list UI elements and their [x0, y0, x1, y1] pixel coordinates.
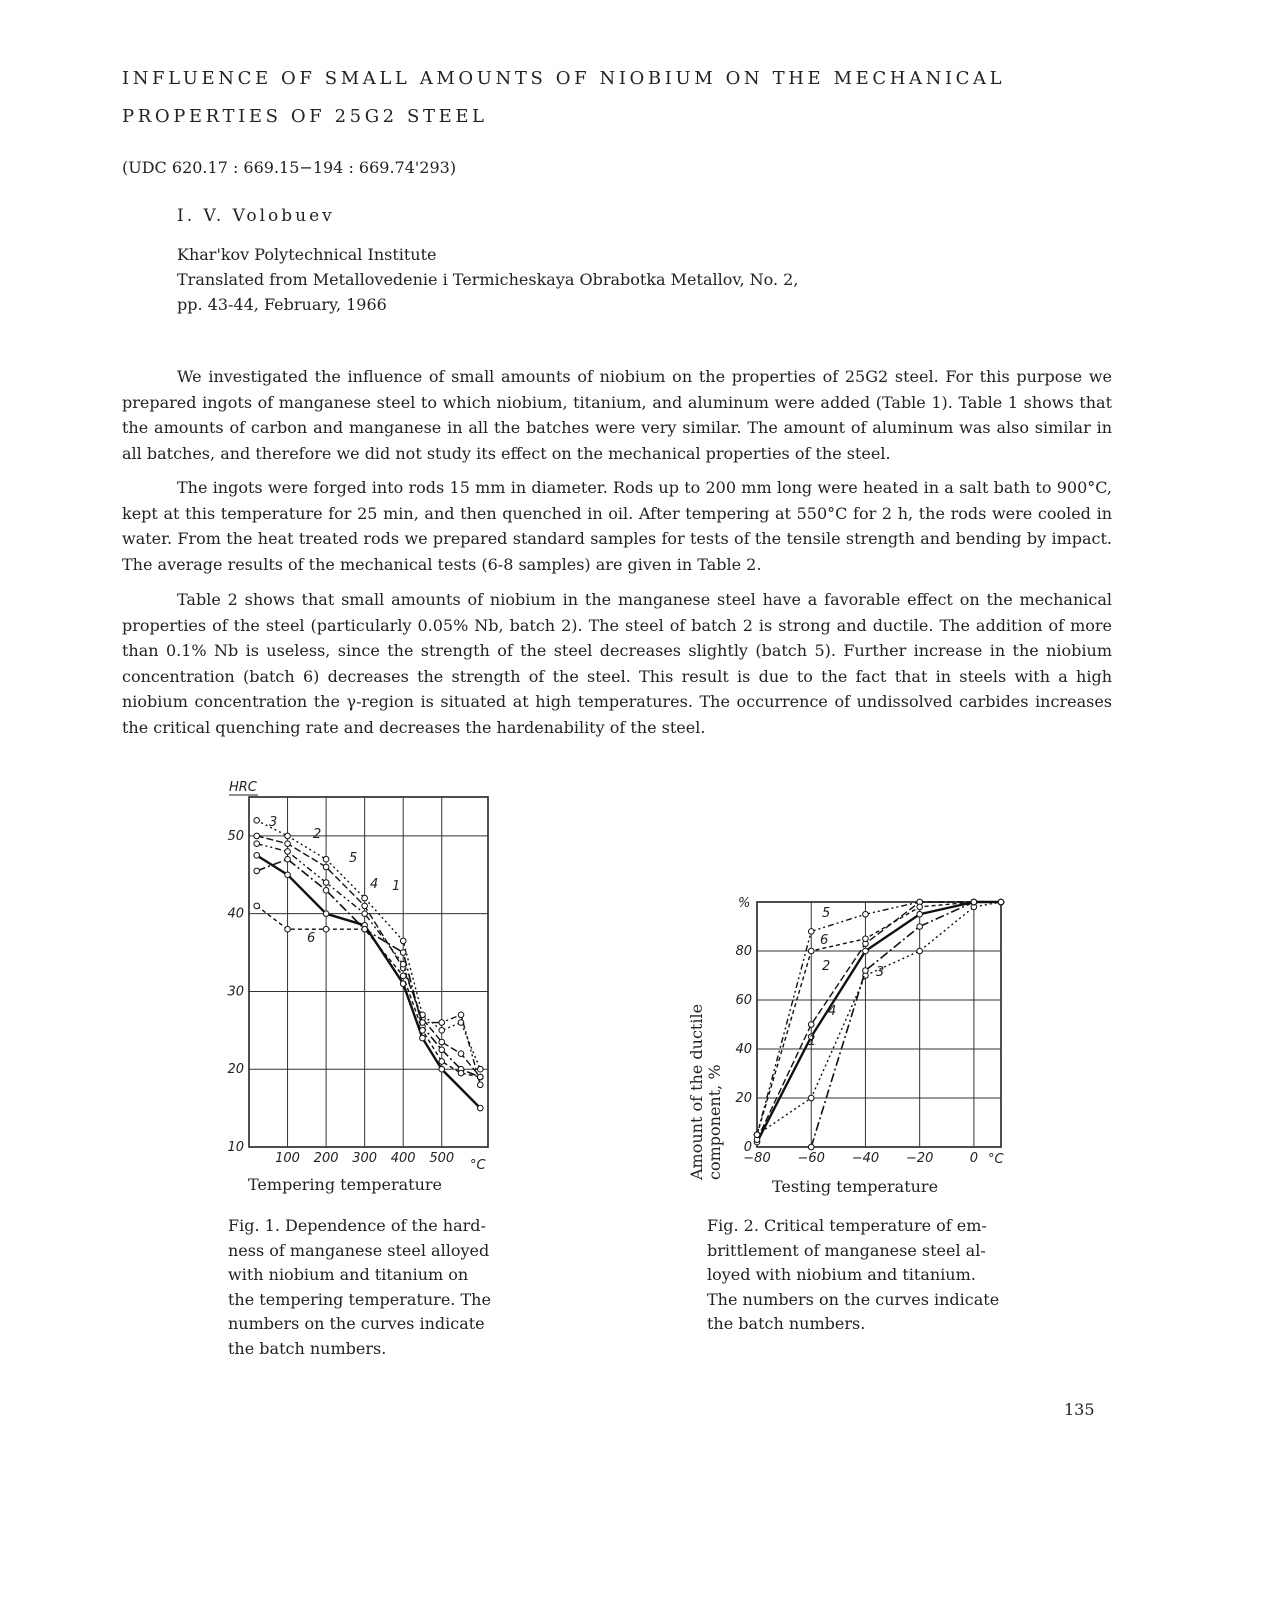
data-point: [917, 911, 923, 917]
data-point: [285, 833, 291, 839]
figure-1-ticks: [227, 829, 454, 1166]
data-point: [808, 1144, 814, 1150]
x-tick-label: −20: [905, 1151, 934, 1166]
data-point: [420, 1028, 426, 1034]
data-point: [458, 1070, 464, 1076]
body-paragraph-1: [122, 364, 1112, 466]
series-label: 2: [822, 959, 831, 974]
x-tick-label: 300: [352, 1151, 378, 1166]
data-point: [285, 926, 291, 932]
data-point: [863, 936, 869, 942]
page-number: 135: [1064, 1400, 1095, 1419]
plot-frame: [249, 797, 488, 1147]
series-label: 5: [349, 851, 358, 866]
series-line: [257, 836, 481, 1077]
data-point: [458, 1012, 464, 1018]
series-line: [757, 902, 1001, 1140]
series-line: [757, 902, 1001, 1135]
series-4: [254, 856, 483, 1079]
data-point: [400, 961, 406, 967]
series-2: [254, 827, 483, 1080]
series-line: [257, 844, 481, 1085]
x-tick-label: −40: [851, 1151, 880, 1166]
plot-frame: [757, 902, 1001, 1147]
figure-2-chart: [680, 880, 1020, 1200]
figure-2-y-unit: %: [738, 896, 751, 911]
y-tick-label: 60: [735, 993, 752, 1008]
data-point: [458, 1051, 464, 1057]
affiliation-source: Translated from Metallovedenie i Termicheskaya Obrabotka Metallov, No. 2,: [177, 270, 799, 289]
series-line: [811, 902, 1001, 1147]
series-label: 3: [269, 815, 278, 830]
data-point: [863, 911, 869, 917]
caption-line: the batch numbers.: [228, 1338, 387, 1358]
caption-line: with niobium and titanium on: [228, 1265, 469, 1284]
paragraph-text: Table 2 shows that small amounts of niobium in the manganese steel have a favorable effect on the mechanical properties of the steel (particularly 0.05% Nb, batch 2). The steel of batch 2 is strong and ductile. The addition of more than 0.1% Nb is useless, since the strength of the steel decreases slightly (batch 5). Further increase in the niobium concentration (batch 6) decreases the strength of the steel. This result is due to the fact that in steels with a high niobium concentration the γ-region is situated at high temperatures. The occurrence of undissolved carbides increases the critical quenching rate and decreases the hardenability of the steel.: [122, 590, 1112, 737]
data-point: [254, 903, 260, 909]
caption-line: the tempering temperature. The: [228, 1289, 491, 1309]
data-point: [400, 950, 406, 956]
data-point: [754, 1132, 760, 1138]
series-label: 4: [370, 877, 379, 892]
data-point: [808, 1022, 814, 1028]
data-point: [477, 1066, 483, 1072]
figure-1-caption: [228, 1214, 491, 1361]
data-point: [362, 911, 368, 917]
y-tick-label: 80: [735, 944, 752, 959]
affiliation: [177, 242, 798, 317]
data-point: [971, 899, 977, 905]
caption-line: ness of manganese steel alloyed: [228, 1240, 490, 1260]
series-line: [757, 902, 1001, 1135]
data-point: [254, 818, 260, 824]
y-tick-label: 0: [743, 1140, 752, 1155]
y-tick-label: 30: [227, 984, 244, 1000]
series-4: [808, 899, 1003, 1150]
data-point: [808, 929, 814, 935]
data-point: [863, 948, 869, 954]
figure-2-series: [754, 899, 1004, 1150]
data-point: [362, 903, 368, 909]
data-point: [917, 904, 923, 910]
data-point: [323, 926, 329, 932]
series-line: [257, 855, 481, 1108]
data-point: [362, 926, 368, 932]
data-point: [439, 1047, 445, 1053]
caption-line: Fig. 2. Critical temperature of em-: [707, 1216, 987, 1235]
x-tick-label: 0: [969, 1151, 979, 1166]
data-point: [439, 1020, 445, 1026]
paragraph-text: We investigated the influence of small amounts of niobium on the properties of 25G2 steel. For this purpose we prepared ingots of manganese steel to which niobium, titanium, and aluminum were added (Table 1). Table 1 shows that the amounts of carbon and manganese in all the batches were very similar. The amount of aluminum was also similar in all batches, and therefore we did not study its effect on the mechanical properties of the steel.: [122, 367, 1112, 463]
data-point: [420, 1035, 426, 1041]
x-tick-label: 100: [275, 1151, 300, 1166]
data-point: [477, 1082, 483, 1088]
y-tick-label: 50: [227, 828, 244, 844]
data-point: [863, 968, 869, 974]
y-tick-label: 20: [227, 1062, 244, 1078]
series-label: 2: [313, 827, 322, 842]
data-point: [323, 911, 329, 917]
x-tick-label: 400: [390, 1151, 416, 1166]
affiliation-institute: Khar'kov Polytechnical Institute: [177, 245, 437, 264]
figure-1-xlabel: Tempering temperature: [248, 1175, 442, 1194]
y-tick-label: 10: [227, 1140, 244, 1155]
x-tick-label: −60: [797, 1151, 825, 1166]
data-point: [323, 856, 329, 862]
author-name: I. V. Volobuev: [177, 206, 335, 226]
data-point: [285, 856, 291, 862]
body-paragraph-2: [122, 475, 1112, 577]
data-point: [808, 1095, 814, 1101]
data-point: [323, 864, 329, 870]
series-1: [754, 899, 1004, 1145]
caption-line: loyed with niobium and titanium.: [707, 1265, 976, 1284]
caption-line: The numbers on the curves indicate: [707, 1289, 1000, 1309]
caption-line: the batch numbers.: [707, 1314, 866, 1333]
data-point: [477, 1105, 483, 1111]
data-point: [285, 841, 291, 847]
y-tick-label: 40: [735, 1042, 752, 1057]
figure-1-x-unit: °C: [470, 1158, 486, 1173]
affiliation-pages: pp. 43-44, February, 1966: [177, 295, 387, 314]
series-label: 6: [307, 931, 316, 946]
figure-2-x-unit: °C: [988, 1152, 1004, 1167]
caption-line: numbers on the curves indicate: [228, 1314, 485, 1333]
data-point: [808, 948, 814, 954]
series-2: [754, 899, 1004, 1142]
paper-title-line1: INFLUENCE OF SMALL AMOUNTS OF NIOBIUM ON THE MECHANICAL: [122, 68, 1006, 89]
figure-1-series: [254, 815, 483, 1111]
figure-1-chart: [220, 770, 510, 1200]
caption-line: Fig. 1. Dependence of the hard-: [228, 1216, 486, 1235]
data-point: [285, 872, 291, 878]
series-label: 1: [392, 879, 401, 894]
series-label: 5: [822, 906, 831, 921]
udc-code: (UDC 620.17 : 669.15−194 : 669.74'293): [122, 158, 457, 177]
x-tick-label: 500: [429, 1151, 455, 1166]
data-point: [400, 938, 406, 944]
figure-2-xlabel: Testing temperature: [771, 1177, 939, 1196]
data-point: [254, 833, 260, 839]
data-point: [917, 924, 923, 930]
series-6: [754, 899, 1004, 1137]
series-label: 6: [820, 933, 829, 948]
data-point: [477, 1074, 483, 1080]
y-tick-label: 20: [735, 1091, 752, 1106]
data-point: [439, 1066, 445, 1072]
series-label: 3: [876, 965, 885, 980]
paper-title-line2: PROPERTIES OF 25G2 STEEL: [122, 106, 488, 127]
data-point: [285, 849, 291, 855]
figure-2-ticks: [735, 944, 978, 1166]
figure-2-ylabel-line2: component, %: [705, 1064, 724, 1180]
data-point: [254, 868, 260, 874]
data-point: [254, 841, 260, 847]
data-point: [254, 853, 260, 859]
series-label: 1: [808, 1034, 817, 1049]
series-line: [757, 902, 1001, 1142]
y-tick-label: 40: [227, 906, 244, 922]
paragraph-text: The ingots were forged into rods 15 mm in diameter. Rods up to 200 mm long were heated in a salt bath to 900°C, kept at this temperature for 25 min, and then quenched in oil. After tempering at 550°C for 2 h, the rods were cooled in water. From the heat treated rods we prepared standard samples for tests of the tensile strength and bending by impact. The average results of the mechanical tests (6-8 samples) are given in Table 2.: [122, 478, 1112, 574]
series-line: [757, 902, 1001, 1135]
figure-1-ylabel: HRC: [229, 780, 257, 795]
x-tick-label: 200: [313, 1151, 339, 1166]
series-1: [254, 853, 483, 1111]
data-point: [439, 1039, 445, 1045]
caption-line: brittlement of manganese steel al-: [707, 1240, 986, 1260]
figure-1-grid: [249, 797, 488, 1147]
data-point: [917, 948, 923, 954]
data-point: [439, 1059, 445, 1065]
data-point: [998, 899, 1004, 905]
data-point: [362, 895, 368, 901]
body-paragraph-3: [122, 587, 1112, 740]
figure-2-grid: [757, 902, 1001, 1147]
figure-2-ylabel-line1: Amount of the ductile: [687, 1003, 706, 1180]
series-label: 4: [828, 1004, 837, 1019]
data-point: [323, 888, 329, 894]
data-point: [439, 1028, 445, 1034]
figure-2-ylabel: [687, 1004, 724, 1181]
data-point: [400, 973, 406, 979]
data-point: [323, 880, 329, 886]
x-tick-label: −80: [743, 1151, 771, 1166]
figure-2-caption: [707, 1214, 999, 1337]
